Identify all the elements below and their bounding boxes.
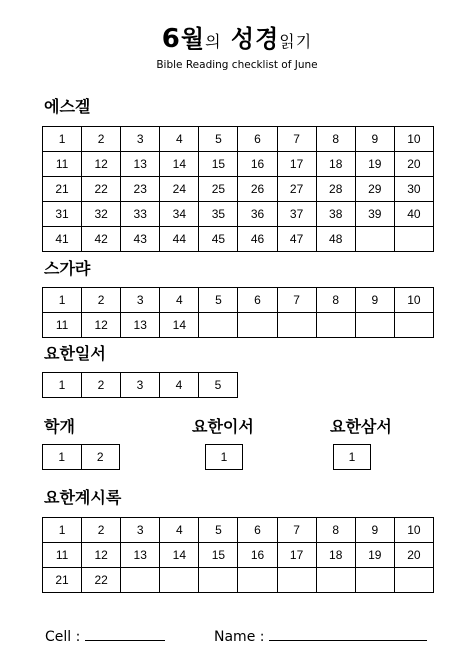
chapter-cell[interactable]: 7: [277, 518, 316, 543]
chapter-cell[interactable]: 44: [160, 227, 199, 252]
chapter-cell[interactable]: 48: [316, 227, 355, 252]
chapter-cell[interactable]: 17: [277, 543, 316, 568]
chapter-cell[interactable]: 22: [82, 177, 121, 202]
section-label-ezekiel: 에스겔: [44, 97, 91, 116]
chapter-cell[interactable]: 10: [394, 518, 433, 543]
header: [0, 24, 474, 71]
chapter-cell[interactable]: 21: [43, 177, 82, 202]
title-number: 6: [161, 24, 181, 54]
chapter-cell[interactable]: 14: [160, 313, 199, 338]
chapter-cell[interactable]: 9: [355, 127, 394, 152]
chapter-cell[interactable]: 29: [355, 177, 394, 202]
chapter-cell[interactable]: 47: [277, 227, 316, 252]
chapter-cell[interactable]: 14: [160, 543, 199, 568]
grid-revelation: [42, 517, 434, 593]
chapter-cell[interactable]: 3: [121, 288, 160, 313]
grid-row: [43, 445, 120, 470]
chapter-cell[interactable]: 2: [82, 288, 121, 313]
title-month: 월: [180, 25, 206, 53]
chapter-cell[interactable]: 8: [316, 288, 355, 313]
chapter-cell[interactable]: 1: [43, 518, 82, 543]
name-label: Name :: [214, 629, 265, 645]
chapter-cell[interactable]: 22: [82, 568, 121, 593]
chapter-cell[interactable]: 3: [121, 518, 160, 543]
chapter-cell[interactable]: 8: [316, 518, 355, 543]
grid-row: [43, 518, 434, 543]
cell-field: [45, 625, 165, 647]
chapter-cell[interactable]: 1: [43, 373, 82, 398]
section-label-zechariah: 스가랴: [44, 259, 91, 278]
chapter-cell[interactable]: 20: [394, 152, 433, 177]
chapter-cell[interactable]: 5: [199, 518, 238, 543]
chapter-cell[interactable]: 12: [82, 152, 121, 177]
title-particle: 의: [205, 32, 222, 51]
empty-cell[interactable]: [394, 227, 433, 252]
chapter-cell[interactable]: 2: [82, 127, 121, 152]
section-label-revelation: 요한계시록: [44, 488, 122, 507]
chapter-cell[interactable]: 24: [160, 177, 199, 202]
chapter-cell[interactable]: 7: [277, 288, 316, 313]
chapter-cell[interactable]: 19: [355, 152, 394, 177]
chapter-cell[interactable]: 1: [43, 445, 82, 470]
chapter-cell[interactable]: 9: [355, 518, 394, 543]
chapter-cell[interactable]: 16: [238, 152, 277, 177]
empty-cell[interactable]: [394, 568, 433, 593]
chapter-cell[interactable]: 18: [316, 543, 355, 568]
chapter-cell[interactable]: 45: [199, 227, 238, 252]
chapter-cell[interactable]: 13: [121, 313, 160, 338]
chapter-cell[interactable]: 40: [394, 202, 433, 227]
grid-row: [43, 313, 434, 338]
grid-1john: [42, 372, 238, 398]
grid-row: [43, 227, 434, 252]
empty-cell[interactable]: [238, 313, 277, 338]
chapter-cell[interactable]: 2: [81, 445, 120, 470]
chapter-cell[interactable]: 37: [277, 202, 316, 227]
section-label-2john: 요한이서: [192, 417, 254, 436]
chapter-cell[interactable]: 43: [121, 227, 160, 252]
chapter-cell[interactable]: 5: [199, 127, 238, 152]
chapter-cell[interactable]: 1: [43, 288, 82, 313]
chapter-cell[interactable]: 1: [206, 445, 243, 470]
empty-cell[interactable]: [355, 227, 394, 252]
chapter-cell[interactable]: 17: [277, 152, 316, 177]
chapter-cell[interactable]: 26: [238, 177, 277, 202]
chapter-cell[interactable]: 4: [160, 518, 199, 543]
empty-cell[interactable]: [199, 313, 238, 338]
section-label-haggai: 학개: [44, 417, 75, 436]
chapter-cell[interactable]: 3: [121, 127, 160, 152]
empty-cell[interactable]: [355, 313, 394, 338]
grid-row: [334, 445, 371, 470]
chapter-cell[interactable]: 13: [121, 152, 160, 177]
name-field: [214, 625, 427, 647]
chapter-cell[interactable]: 28: [316, 177, 355, 202]
chapter-cell[interactable]: 7: [277, 127, 316, 152]
grid-row: [43, 202, 434, 227]
grid-row: [43, 152, 434, 177]
chapter-cell[interactable]: 20: [394, 543, 433, 568]
empty-cell[interactable]: [121, 568, 160, 593]
chapter-cell[interactable]: 8: [316, 127, 355, 152]
chapter-cell[interactable]: 32: [82, 202, 121, 227]
grid-3john: [333, 444, 371, 470]
empty-cell[interactable]: [355, 568, 394, 593]
chapter-cell[interactable]: 6: [238, 288, 277, 313]
chapter-cell[interactable]: 2: [82, 373, 121, 398]
chapter-cell[interactable]: 10: [394, 288, 433, 313]
grid-row: [43, 568, 434, 593]
grid-row: [43, 288, 434, 313]
chapter-cell[interactable]: 11: [43, 313, 82, 338]
grid-row: [43, 543, 434, 568]
chapter-cell[interactable]: 25: [199, 177, 238, 202]
chapter-cell[interactable]: 11: [43, 543, 82, 568]
chapter-cell[interactable]: 15: [199, 543, 238, 568]
chapter-cell[interactable]: 33: [121, 202, 160, 227]
empty-cell[interactable]: [316, 568, 355, 593]
chapter-cell[interactable]: 12: [82, 313, 121, 338]
chapter-cell[interactable]: 21: [43, 568, 82, 593]
chapter-cell[interactable]: 36: [238, 202, 277, 227]
chapter-cell[interactable]: 15: [199, 152, 238, 177]
page-title: [0, 24, 474, 57]
chapter-cell[interactable]: 38: [316, 202, 355, 227]
grid-2john: [205, 444, 243, 470]
chapter-cell[interactable]: 41: [43, 227, 82, 252]
chapter-cell[interactable]: 5: [199, 373, 238, 398]
cell-input-line[interactable]: [85, 625, 165, 641]
grid-haggai: [42, 444, 120, 470]
chapter-cell[interactable]: 23: [121, 177, 160, 202]
section-label-1john: 요한일서: [44, 344, 106, 363]
chapter-cell[interactable]: 1: [334, 445, 371, 470]
chapter-cell[interactable]: 16: [238, 543, 277, 568]
grid-row: [43, 373, 238, 398]
chapter-cell[interactable]: 4: [160, 288, 199, 313]
grid-zechariah: [42, 287, 434, 338]
chapter-cell[interactable]: 39: [355, 202, 394, 227]
chapter-cell[interactable]: 34: [160, 202, 199, 227]
empty-cell[interactable]: [160, 568, 199, 593]
chapter-cell[interactable]: 1: [43, 127, 82, 152]
page-subtitle: Bible Reading checklist of June: [156, 59, 318, 71]
chapter-cell[interactable]: 3: [121, 373, 160, 398]
empty-cell[interactable]: [238, 568, 277, 593]
grid-row: [43, 177, 434, 202]
chapter-cell[interactable]: 6: [238, 518, 277, 543]
empty-cell[interactable]: [316, 313, 355, 338]
empty-cell[interactable]: [277, 568, 316, 593]
chapter-cell[interactable]: 35: [199, 202, 238, 227]
chapter-cell[interactable]: 13: [121, 543, 160, 568]
chapter-cell[interactable]: 12: [82, 543, 121, 568]
chapter-cell[interactable]: 11: [43, 152, 82, 177]
empty-cell[interactable]: [394, 313, 433, 338]
chapter-cell[interactable]: 9: [355, 288, 394, 313]
chapter-cell[interactable]: 4: [160, 373, 199, 398]
chapter-cell[interactable]: 31: [43, 202, 82, 227]
grid-row: [43, 127, 434, 152]
empty-cell[interactable]: [199, 568, 238, 593]
chapter-cell[interactable]: 14: [160, 152, 199, 177]
chapter-cell[interactable]: 30: [394, 177, 433, 202]
chapter-cell[interactable]: 27: [277, 177, 316, 202]
chapter-cell[interactable]: 46: [238, 227, 277, 252]
empty-cell[interactable]: [277, 313, 316, 338]
chapter-cell[interactable]: 18: [316, 152, 355, 177]
section-label-3john: 요한삼서: [330, 417, 392, 436]
chapter-cell[interactable]: 5: [199, 288, 238, 313]
name-input-line[interactable]: [269, 625, 427, 641]
chapter-cell[interactable]: 4: [160, 127, 199, 152]
grid-ezekiel: [42, 126, 434, 252]
chapter-cell[interactable]: 10: [394, 127, 433, 152]
title-tail: 읽기: [279, 32, 313, 51]
chapter-cell[interactable]: 2: [82, 518, 121, 543]
chapter-cell[interactable]: 42: [82, 227, 121, 252]
chapter-cell[interactable]: 6: [238, 127, 277, 152]
grid-row: [206, 445, 243, 470]
chapter-cell[interactable]: 19: [355, 543, 394, 568]
cell-label: Cell :: [45, 629, 81, 645]
title-main: 성경: [230, 25, 280, 53]
